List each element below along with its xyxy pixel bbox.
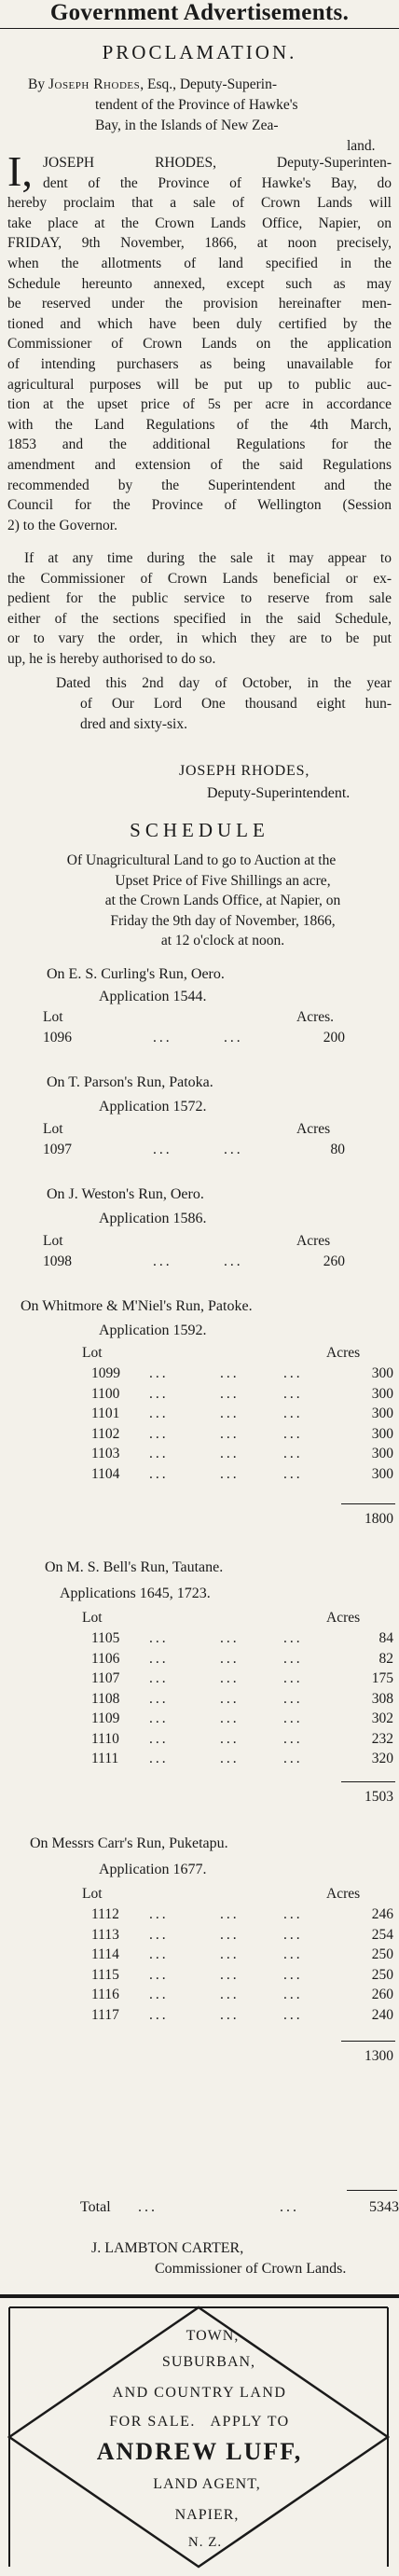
row-dots: ... <box>283 2006 303 2023</box>
row-dots: ... <box>224 1253 243 1269</box>
lot-number: 1113 <box>91 1926 119 1943</box>
lot-number: 1105 <box>91 1630 120 1646</box>
row-dots: ... <box>220 1446 240 1461</box>
row-dots: ... <box>283 1446 303 1461</box>
schedule-subtitle-line: Friday the 9th day of November, 1866, <box>110 912 336 929</box>
row-dots: ... <box>220 1966 240 1983</box>
schedule-subtitle-line: Of Unagricultural Land to go to Auction at the <box>66 852 337 868</box>
column-header-lot: Lot <box>82 1610 103 1626</box>
paragraph-2-line: up, he is hereby authorised to do so. <box>7 651 216 667</box>
lot-number: 1106 <box>91 1650 120 1667</box>
acres-value: 200 <box>323 1030 345 1046</box>
acres-value: 260 <box>323 1253 345 1269</box>
row-dots: ... <box>149 1926 169 1943</box>
lot-number: 1097 <box>43 1142 72 1157</box>
commissioner-title: Commissioner of Crown Lands. <box>155 2261 347 2277</box>
grand-total-dots-2: ... <box>280 2199 299 2215</box>
acres-value: 300 <box>371 1365 393 1381</box>
ad-for-sale: FOR SALE. APPLY TO <box>109 2414 290 2430</box>
subtotal-rule <box>341 1503 395 1504</box>
row-dots: ... <box>149 1465 169 1482</box>
ad-town-name: NAPIER, <box>174 2507 240 2523</box>
proclamation-title: PROCLAMATION. <box>102 41 297 63</box>
row-dots: ... <box>149 1630 169 1646</box>
lot-number: 1099 <box>91 1365 120 1381</box>
ad-agent-name: ANDREW LUFF, <box>96 2438 303 2465</box>
row-dots: ... <box>220 1751 240 1766</box>
row-dots: ... <box>149 1650 169 1667</box>
ad-country: N. Z. <box>187 2535 223 2550</box>
paragraph-2-line: either of the sections specified in the said Schedule, <box>7 610 392 627</box>
column-header-lot: Lot <box>82 1345 103 1361</box>
paragraph-1-line: JOSEPH RHODES, Deputy-Superinten- <box>43 155 392 171</box>
row-dots: ... <box>224 1030 243 1046</box>
intro-rest-1: , Esq., Deputy-Superin- <box>140 76 278 92</box>
lot-number: 1108 <box>91 1690 120 1707</box>
acres-value: 250 <box>371 1946 393 1962</box>
row-dots: ... <box>149 1751 169 1766</box>
run-application: Application 1572. <box>99 1099 207 1115</box>
ad-country-land: AND COUNTRY LAND <box>112 2385 287 2401</box>
lot-number: 1117 <box>91 2006 119 2023</box>
paragraph-1-line: tion at the upset price of 5s per acre in accordance <box>7 396 392 413</box>
schedule-title: SCHEDULE <box>130 819 269 841</box>
intro-line-4: land. <box>347 138 376 154</box>
row-dots: ... <box>220 1465 240 1482</box>
row-dots: ... <box>149 1946 169 1962</box>
row-dots: ... <box>149 2006 169 2023</box>
paragraph-2-line: the Commissioner of Crown Lands beneficial or ex- <box>7 570 392 587</box>
subtotal-value: 1503 <box>365 1789 393 1805</box>
row-dots: ... <box>283 1966 303 1983</box>
row-dots: ... <box>153 1253 172 1269</box>
commissioner-name: J. LAMBTON CARTER, <box>91 2240 244 2256</box>
acres-value: 254 <box>371 1926 393 1943</box>
paragraph-1-line: Schedule hereunto annexed, except such as may <box>7 275 392 292</box>
acres-value: 84 <box>378 1630 393 1646</box>
row-dots: ... <box>283 1906 303 1922</box>
row-dots: ... <box>283 1987 303 2002</box>
run-name: On Messrs Carr's Run, Puketapu. <box>30 1835 228 1851</box>
run-name: On Whitmore & M'Niel's Run, Patoke. <box>21 1298 253 1314</box>
run-application: Applications 1645, 1723. <box>60 1586 211 1601</box>
acres-value: 82 <box>378 1650 393 1667</box>
column-header-acres: Acres <box>296 1233 331 1249</box>
column-header-lot: Lot <box>43 1233 63 1249</box>
row-dots: ... <box>149 1425 169 1442</box>
acres-value: 320 <box>371 1751 393 1766</box>
acres-value: 175 <box>371 1670 393 1686</box>
signer-title: Deputy-Superintendent. <box>207 785 351 801</box>
row-dots: ... <box>220 1926 240 1943</box>
row-dots: ... <box>220 1946 240 1962</box>
row-dots: ... <box>220 1630 240 1646</box>
ad-town: TOWN, <box>186 2328 240 2344</box>
row-dots: ... <box>283 1751 303 1766</box>
schedule-subtitle-line: Upset Price of Five Shillings an acre, <box>115 872 331 889</box>
row-dots: ... <box>283 1730 303 1747</box>
paragraph-1-line: 2) to the Governor. <box>7 517 117 533</box>
grand-total-rule-top <box>347 2190 397 2191</box>
lot-number: 1112 <box>91 1906 119 1922</box>
paragraph-1-line: when the allotments of land specified in the <box>7 256 392 271</box>
acres-value: 300 <box>371 1406 393 1421</box>
lot-number: 1115 <box>91 1966 119 1983</box>
heading-rule <box>0 28 399 29</box>
row-dots: ... <box>283 1365 303 1381</box>
run-application: Application 1592. <box>99 1323 207 1338</box>
acres-value: 240 <box>371 2006 393 2023</box>
row-dots: ... <box>283 1926 303 1943</box>
run-name: On E. S. Curling's Run, Oero. <box>47 966 225 982</box>
run-name: On T. Parson's Run, Patoka. <box>47 1074 213 1090</box>
row-dots: ... <box>220 1987 240 2002</box>
grand-total-dots: ... <box>138 2199 158 2215</box>
page-heading: Government Advertisements. <box>49 0 350 25</box>
row-dots: ... <box>149 1987 169 2002</box>
run-application: Application 1544. <box>99 989 207 1004</box>
lot-number: 1101 <box>91 1406 120 1421</box>
drop-cap: I, <box>7 147 33 195</box>
row-dots: ... <box>283 1690 303 1707</box>
acres-value: 232 <box>371 1730 393 1747</box>
row-dots: ... <box>283 1406 303 1421</box>
paragraph-1-line: Commissioner of Crown Lands on the application <box>7 336 392 353</box>
row-dots: ... <box>149 1670 169 1686</box>
row-dots: ... <box>283 1710 303 1726</box>
subtotal-rule <box>341 2041 395 2042</box>
row-dots: ... <box>283 1946 303 1962</box>
row-dots: ... <box>153 1142 172 1157</box>
ad-suburban: SUBURBAN, <box>161 2354 256 2370</box>
lot-number: 1109 <box>91 1710 120 1726</box>
column-header-acres: Acres <box>296 1121 331 1137</box>
column-header-acres: Acres <box>326 1345 361 1361</box>
row-dots: ... <box>220 1906 240 1922</box>
paragraph-1-line: of intending purchasers as being unavailable for <box>7 356 392 372</box>
column-header-lot: Lot <box>43 1121 63 1137</box>
row-dots: ... <box>283 1425 303 1442</box>
lot-number: 1098 <box>43 1253 72 1269</box>
paragraph-1-line: dent of the Province of Hawke's Bay, do <box>43 174 392 191</box>
acres-value: 246 <box>371 1906 393 1922</box>
row-dots: ... <box>149 1906 169 1922</box>
grand-total-label: Total <box>80 2199 111 2215</box>
row-dots: ... <box>220 1730 240 1747</box>
column-header-acres: Acres <box>326 1610 361 1626</box>
lot-number: 1104 <box>91 1465 120 1482</box>
dated-line: dred and sixty-six. <box>80 716 187 732</box>
acres-value: 302 <box>371 1710 393 1726</box>
lot-number: 1102 <box>91 1425 120 1442</box>
paragraph-1-line: tioned and which have been duly certified by the <box>7 315 392 332</box>
run-application: Application 1677. <box>99 1862 207 1877</box>
column-header-acres: Acres <box>326 1886 361 1902</box>
row-dots: ... <box>220 1710 240 1726</box>
row-dots: ... <box>224 1142 243 1157</box>
section-divider <box>0 2294 399 2298</box>
lot-number: 1114 <box>91 1946 119 1962</box>
signer-name: JOSEPH RHODES, <box>179 763 310 779</box>
column-header-lot: Lot <box>43 1009 63 1025</box>
row-dots: ... <box>283 1670 303 1686</box>
row-dots: ... <box>220 2006 240 2023</box>
ad-agent-title: LAND AGENT, <box>153 2476 261 2492</box>
paragraph-1-line: hereby proclaim that a sale of Crown Lands will <box>7 195 392 212</box>
paragraph-2-line: If at any time during the sale it may appear to <box>24 550 392 566</box>
dated-line: of Our Lord One thousand eight hun- <box>80 696 392 712</box>
row-dots: ... <box>220 1406 240 1421</box>
column-header-lot: Lot <box>82 1886 103 1902</box>
row-dots: ... <box>149 1730 169 1747</box>
paragraph-1-line: recommended by the Superintendent and the <box>7 477 392 493</box>
column-header-acres: Acres. <box>296 1009 335 1025</box>
row-dots: ... <box>149 1446 169 1461</box>
run-name: On M. S. Bell's Run, Tautane. <box>45 1559 224 1575</box>
acres-value: 300 <box>371 1446 393 1461</box>
intro-by: By <box>28 76 46 92</box>
row-dots: ... <box>220 1690 240 1707</box>
lot-number: 1100 <box>91 1385 120 1402</box>
schedule-subtitle-line: at 12 o'clock at noon. <box>160 933 285 949</box>
paragraph-1-line: take place at the Crown Lands Office, Napier, on <box>7 215 392 231</box>
row-dots: ... <box>149 1690 169 1707</box>
run-application: Application 1586. <box>99 1211 207 1226</box>
acres-value: 308 <box>371 1690 393 1707</box>
row-dots: ... <box>220 1650 240 1667</box>
row-dots: ... <box>153 1030 172 1046</box>
paragraph-1-line: amendment and extension of the said Regulations <box>7 457 392 473</box>
row-dots: ... <box>149 1406 169 1421</box>
row-dots: ... <box>283 1630 303 1646</box>
advertisement-diamond-frame <box>7 2306 390 2569</box>
row-dots: ... <box>220 1365 240 1381</box>
acres-value: 260 <box>371 1987 393 2002</box>
paragraph-2-line: or to vary the order, in which they are to be put <box>7 630 392 647</box>
paragraph-1-line: 1853 and the additional Regulations for the <box>7 436 392 453</box>
row-dots: ... <box>149 1385 169 1402</box>
acres-value: 250 <box>371 1966 393 1983</box>
row-dots: ... <box>149 1365 169 1381</box>
row-dots: ... <box>220 1425 240 1442</box>
intro-line-2: tendent of the Province of Hawke's <box>95 97 298 113</box>
intro-line-3: Bay, in the Islands of New Zea- <box>95 118 279 133</box>
row-dots: ... <box>149 1710 169 1726</box>
paragraph-1-line: Council for the Province of Wellington (Session <box>7 497 392 514</box>
row-dots: ... <box>220 1385 240 1402</box>
row-dots: ... <box>149 1966 169 1983</box>
acres-value: 300 <box>371 1465 393 1482</box>
row-dots: ... <box>220 1670 240 1686</box>
lot-number: 1103 <box>91 1446 120 1461</box>
acres-value: 300 <box>371 1385 393 1402</box>
acres-value: 300 <box>371 1425 393 1442</box>
intro-name: Joseph Rhodes <box>48 76 141 92</box>
paragraph-1-line: be reserved under the provision hereinafter men- <box>7 296 392 312</box>
lot-number: 1116 <box>91 1987 119 2002</box>
lot-number: 1096 <box>43 1030 72 1046</box>
subtotal-rule <box>341 1781 395 1782</box>
run-name: On J. Weston's Run, Oero. <box>47 1186 204 1202</box>
paragraph-2-line: pedient for the public service to reserve from sale <box>7 590 392 607</box>
acres-value: 80 <box>330 1142 345 1157</box>
paragraph-1-line: with the Land Regulations of the 4th March, <box>7 416 392 433</box>
paragraph-1-line: FRIDAY, 9th November, 1866, at noon precisely, <box>7 235 392 252</box>
row-dots: ... <box>283 1650 303 1667</box>
grand-total-value: 5343 <box>369 2199 399 2215</box>
lot-number: 1110 <box>91 1730 119 1747</box>
subtotal-value: 1300 <box>365 2048 393 2064</box>
row-dots: ... <box>283 1465 303 1482</box>
lot-number: 1111 <box>91 1751 119 1766</box>
row-dots: ... <box>283 1385 303 1402</box>
schedule-subtitle-line: at the Crown Lands Office, at Napier, on <box>104 893 341 908</box>
paragraph-1-line: agricultural purposes will be put up to public auc- <box>7 376 392 393</box>
dated-line: Dated this 2nd day of October, in the year <box>56 675 392 691</box>
lot-number: 1107 <box>91 1670 120 1686</box>
subtotal-value: 1800 <box>365 1511 393 1527</box>
